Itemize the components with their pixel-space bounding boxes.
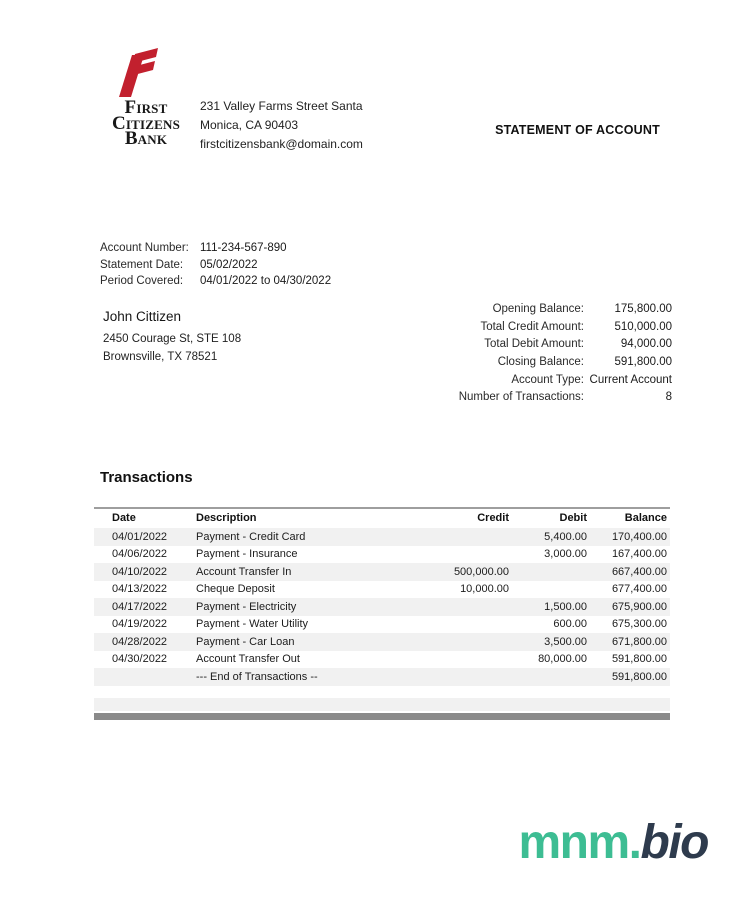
tx-credit-cell [392, 633, 512, 651]
tx-balance-cell: 591,800.00 [611, 670, 667, 683]
field-value: Current Account [589, 373, 672, 386]
key-value-row [397, 300, 672, 318]
bank-logo [98, 46, 194, 147]
mnm-bio-logo [519, 814, 709, 872]
table-row [94, 598, 670, 616]
tx-date-cell: 04/01/2022 [112, 530, 168, 543]
key-value-row [100, 240, 331, 257]
column-header-credit: Credit [477, 512, 509, 524]
field-value: 94,000.00 [620, 338, 672, 351]
tx-description-cell: --- End of Transactions -- [196, 670, 318, 683]
table-row [94, 616, 670, 634]
tx-credit-cell: 10,000.00 [460, 583, 509, 595]
tx-date-cell: 04/13/2022 [112, 583, 168, 595]
table-row [94, 563, 670, 581]
tx-debit-cell: 1,500.00 [544, 600, 587, 613]
tx-description-cell: Account Transfer In [196, 565, 292, 578]
key-value-row [397, 388, 672, 406]
tx-credit-cell [392, 616, 512, 634]
column-header-date: Date [112, 512, 136, 524]
watermark-mnm: mnm. [518, 816, 641, 869]
field-value: 175,800.00 [614, 302, 672, 315]
tx-debit-cell: 5,400.00 [544, 530, 587, 543]
tx-debit-cell: 3,500.00 [544, 635, 587, 648]
tx-credit-cell [392, 651, 512, 669]
tx-balance-cell: 667,400.00 [611, 565, 667, 578]
tx-debit-cell: 80,000.00 [538, 653, 587, 665]
tx-credit-cell [392, 546, 512, 564]
tx-balance-cell: 167,400.00 [611, 548, 667, 560]
customer-address-line1: 2450 Courage St, STE 108 [103, 333, 242, 345]
tx-description-cell: Payment - Water Utility [196, 618, 309, 630]
account-info [100, 240, 331, 290]
tx-date-cell: 04/19/2022 [112, 618, 168, 630]
tx-description-cell: Payment - Car Loan [196, 635, 295, 648]
tx-description-cell: Cheque Deposit [196, 583, 275, 595]
table-footer-bar [94, 713, 670, 720]
key-value-row [397, 318, 672, 336]
transactions-table [94, 507, 670, 686]
customer-block [103, 308, 241, 366]
tx-credit-cell [392, 598, 512, 616]
customer-address-line2: Brownsville, TX 78521 [103, 351, 218, 363]
bank-address [200, 97, 363, 154]
field-label: Account Number: [100, 242, 189, 255]
column-header-description: Description [196, 512, 257, 524]
tx-date-cell: 04/30/2022 [112, 653, 168, 665]
tx-date-cell: 04/10/2022 [112, 565, 168, 578]
tx-debit-cell [512, 668, 590, 686]
field-value: 510,000.00 [614, 320, 672, 333]
tx-balance-cell: 675,300.00 [611, 618, 667, 630]
bank-name-line-citizens: Citizens [111, 112, 181, 134]
field-value: 8 [665, 391, 672, 404]
tx-credit-cell [392, 528, 512, 546]
key-value-row [100, 273, 331, 290]
field-label: Total Credit Amount: [480, 320, 584, 333]
bank-name-line-first: First [124, 97, 168, 118]
balance-summary [397, 300, 672, 406]
statement-title: STATEMENT OF ACCOUNT [495, 123, 660, 137]
transactions-table-body [94, 528, 670, 686]
field-value: 591,800.00 [614, 355, 672, 368]
tx-date-cell: 04/17/2022 [112, 600, 168, 613]
tx-debit-cell [512, 563, 590, 581]
bank-name-line-bank: Bank [124, 128, 168, 149]
tx-debit-cell: 600.00 [553, 618, 587, 630]
table-footer-band [94, 698, 670, 711]
key-value-row [100, 257, 331, 274]
field-label: Opening Balance: [492, 302, 584, 315]
bank-email: firstcitizensbank@domain.com [200, 137, 363, 151]
tx-balance-cell: 677,400.00 [611, 583, 667, 595]
table-row [94, 668, 670, 686]
field-label: Statement Date: [100, 258, 184, 271]
table-row [94, 651, 670, 669]
field-label: Account Type: [511, 373, 584, 386]
tx-balance-cell: 591,800.00 [611, 653, 667, 665]
field-value: 111-234-567-890 [200, 242, 287, 255]
bank-address-line2: Monica, CA 90403 [200, 118, 299, 132]
field-value: 04/01/2022 to 04/30/2022 [200, 275, 332, 288]
table-row [94, 633, 670, 651]
tx-balance-cell: 675,900.00 [611, 600, 667, 613]
tx-description-cell: Account Transfer Out [196, 653, 300, 665]
column-header-debit: Debit [559, 512, 587, 524]
column-header-balance: Balance [624, 512, 667, 524]
tx-description-cell: Payment - Insurance [196, 548, 298, 560]
tx-date-cell: 04/28/2022 [112, 635, 168, 648]
transactions-title: Transactions [100, 469, 193, 486]
field-label: Period Covered: [100, 275, 184, 288]
field-value: 05/02/2022 [200, 258, 258, 271]
table-row [94, 581, 670, 599]
field-label: Closing Balance: [497, 355, 584, 368]
table-header-row [94, 508, 670, 528]
tx-balance-cell: 671,800.00 [611, 635, 667, 648]
tx-balance-cell: 170,400.00 [611, 530, 667, 543]
field-label: Total Debit Amount: [484, 338, 584, 351]
table-row [94, 528, 670, 546]
tx-date-cell: 04/06/2022 [112, 548, 168, 560]
table-row [94, 546, 670, 564]
key-value-row [397, 353, 672, 371]
watermark-bio: bio [640, 816, 708, 869]
field-label: Number of Transactions: [458, 391, 584, 404]
tx-description-cell: Payment - Electricity [196, 600, 297, 613]
tx-credit-cell [392, 668, 512, 686]
key-value-row [397, 371, 672, 389]
customer-name: John Cittizen [103, 309, 182, 324]
tx-date-cell [94, 668, 196, 686]
bank-address-line1: 231 Valley Farms Street Santa [200, 99, 363, 113]
tx-credit-cell: 500,000.00 [453, 565, 509, 578]
tx-debit-cell: 3,000.00 [544, 548, 587, 560]
tx-debit-cell [512, 581, 590, 599]
bank-flag-icon [114, 46, 160, 98]
key-value-row [397, 335, 672, 353]
tx-description-cell: Payment - Credit Card [196, 530, 306, 543]
